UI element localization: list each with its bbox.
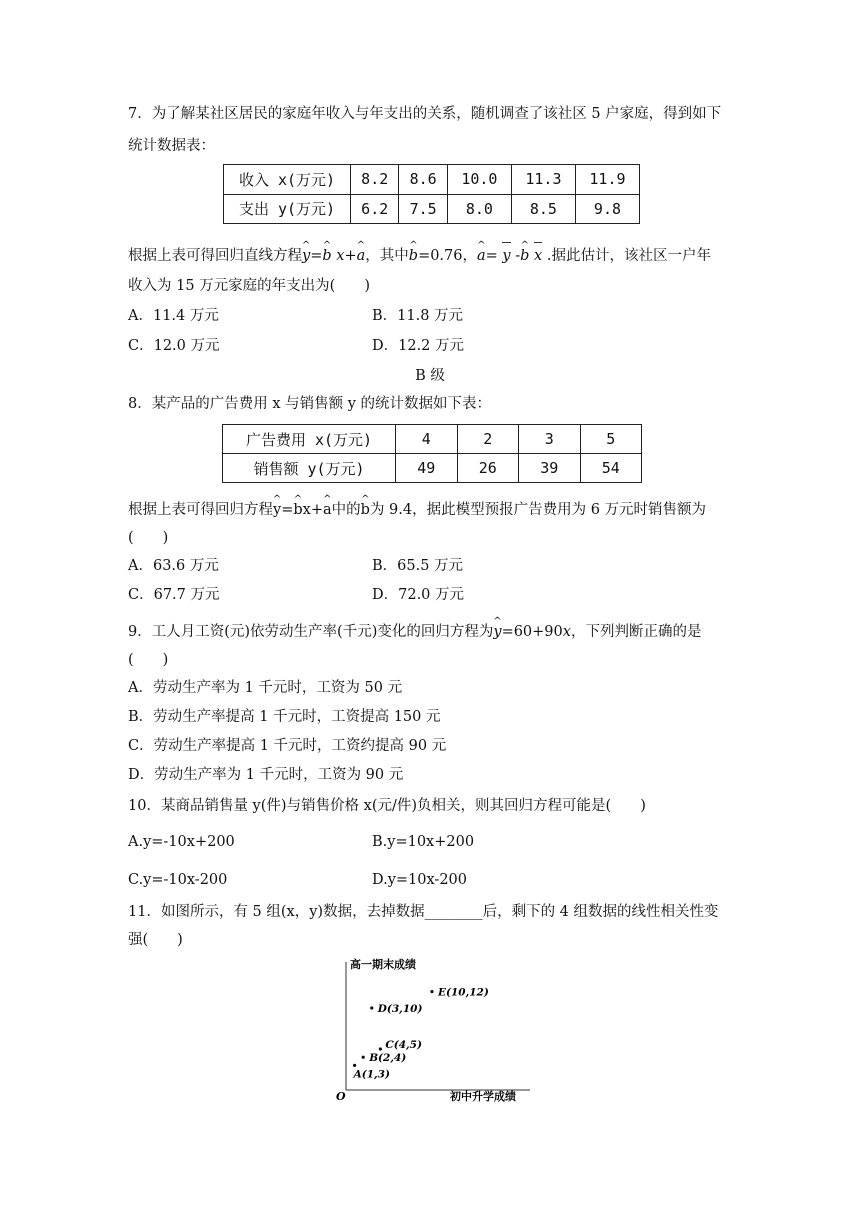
q10-line1: 10．某商品销售量 y(件)与销售价格 x(元/件)负相关，则其回归方程可能是( ) (128, 798, 646, 814)
table-cell: 7.5 (399, 194, 447, 224)
scatter-point (379, 1047, 382, 1050)
q10-option-c: C.y=-10x-200 (128, 872, 228, 888)
point-label: C(4,5) (385, 1039, 422, 1051)
table-cell: 26 (457, 454, 519, 483)
q8-option-d: D．72.0 万元 (372, 587, 465, 603)
table-cell: 54 (580, 454, 642, 483)
q7-text-d: .据此估计，该社区一户年 (546, 248, 711, 264)
table-cell: 49 (396, 454, 458, 483)
point-label: A(1,3) (353, 1068, 390, 1081)
scatter-point (353, 1064, 356, 1067)
scatter-figure (330, 950, 540, 1106)
table-cell: 8.6 (399, 165, 447, 195)
q8-text-a: 根据上表可得回归方程 (128, 502, 273, 518)
q8-table (222, 424, 642, 483)
q10-option-b: B.y=10x+200 (372, 834, 475, 850)
q9-line2: ( ) (128, 652, 169, 668)
y-axis-label: 高一期末成绩 (350, 958, 416, 971)
table-cell: 39 (519, 454, 581, 483)
q9-text-b: =60+90 (501, 624, 563, 640)
table-cell: 11.9 (575, 165, 639, 195)
q9-option-a: A．劳动生产率为 1 千元时，工资为 50 元 (128, 680, 403, 696)
table-row (223, 425, 642, 454)
table-cell: 8.2 (351, 165, 399, 195)
scatter-point (362, 1056, 365, 1059)
q8-line3: ( ) (128, 530, 169, 546)
table-cell: 收入 x(万元) (224, 165, 351, 195)
table-row (224, 194, 640, 224)
table-cell: 支出 y(万元) (224, 194, 351, 224)
q8-text-c: 为 9.4，据此模型预报广告费用为 6 万元时销售额为 (369, 502, 707, 518)
table-cell: 4 (396, 425, 458, 454)
q7-option-a: A．11.4 万元 (128, 308, 219, 324)
table-cell: 3 (519, 425, 581, 454)
q8-option-c: C．67.7 万元 (128, 587, 220, 603)
table-cell: 10.0 (447, 165, 511, 195)
q10-option-a: A.y=-10x+200 (128, 834, 235, 850)
table-cell: 2 (457, 425, 519, 454)
table-cell: 销售额 y(万元) (223, 454, 396, 483)
q7-text-b: ，其中 (365, 248, 409, 264)
table-row (223, 454, 642, 483)
q7-table (223, 164, 640, 224)
table-row (224, 165, 640, 195)
q7-line2: 统计数据表： (128, 138, 215, 154)
table-cell: 8.5 (511, 194, 575, 224)
point-label: B(2,4) (369, 1052, 407, 1065)
point-label: E(10,12) (438, 986, 489, 999)
scatter-point (370, 1006, 373, 1009)
q9-text-c: ，下列判断正确的是 (570, 624, 702, 640)
table-cell: 8.0 (447, 194, 511, 224)
q11-line1: 11．如图所示，有 5 组(x，y)数据，去掉数据________后，剩下的 4 组数据的线性相关性变 (128, 904, 719, 920)
x-axis-label: 初中升学成绩 (450, 1090, 516, 1103)
q7-text-a: 根据上表可得回归直线方程 (128, 248, 302, 264)
q9-line1: 9．工人月工资(元)依劳动生产率(千元)变化的回归方程为^ y=60+90x，下列判断正确的是 (128, 622, 738, 642)
q9-text-a: 9．工人月工资(元)依劳动生产率(千元)变化的回归方程为 (128, 624, 494, 640)
points-group (353, 987, 489, 1081)
q7-text-c: =0.76， (418, 248, 477, 264)
q8-option-a: A．63.6 万元 (128, 558, 219, 574)
q10-option-d: D.y=10x-200 (372, 872, 468, 888)
q7-option-d: D．12.2 万元 (372, 338, 465, 354)
table-cell: 6.2 (351, 194, 399, 224)
q11-line2: 强( ) (128, 932, 183, 948)
table-cell: 5 (580, 425, 642, 454)
table-cell: 9.8 (575, 194, 639, 224)
q8-line1: 8．某产品的广告费用 x 与销售额 y 的统计数据如下表： (128, 396, 492, 412)
q9-option-b: B．劳动生产率提高 1 千元时，工资提高 150 元 (128, 709, 441, 725)
q7-formula-line: 根据上表可得回归直线方程^ y=^ b x+^ a，其中^ b=0.76，^ a= y -^ b x .据此估计，该社区一户年 (128, 246, 738, 266)
q7-line4: 收入为 15 万元家庭的年支出为( ) (128, 278, 370, 294)
q8-formula-line: 根据上表可得回归方程^ y=^ bx+^ a中的^ b为 9.4，据此模型预报广告费用为 6 万元时销售额为 (128, 500, 738, 520)
point-label: D(3,10) (377, 1003, 423, 1015)
level-b-heading: B 级 (415, 368, 445, 384)
q7-line1: 7．为了解某社区居民的家庭年收入与年支出的关系，随机调查了该社区 5 户家庭，得到如下 (128, 106, 722, 122)
q8-option-b: B．65.5 万元 (372, 558, 464, 574)
table-cell: 11.3 (511, 165, 575, 195)
scatter-point (430, 990, 433, 993)
origin-label: O (336, 1090, 346, 1103)
q8-text-b: 中的 (331, 502, 361, 518)
q9-option-c: C．劳动生产率提高 1 千元时，工资约提高 90 元 (128, 738, 447, 754)
q9-option-d: D．劳动生产率为 1 千元时，工资为 90 元 (128, 767, 404, 783)
q7-option-c: C．12.0 万元 (128, 338, 220, 354)
table-cell: 广告费用 x(万元) (223, 425, 396, 454)
q7-option-b: B．11.8 万元 (372, 308, 464, 324)
